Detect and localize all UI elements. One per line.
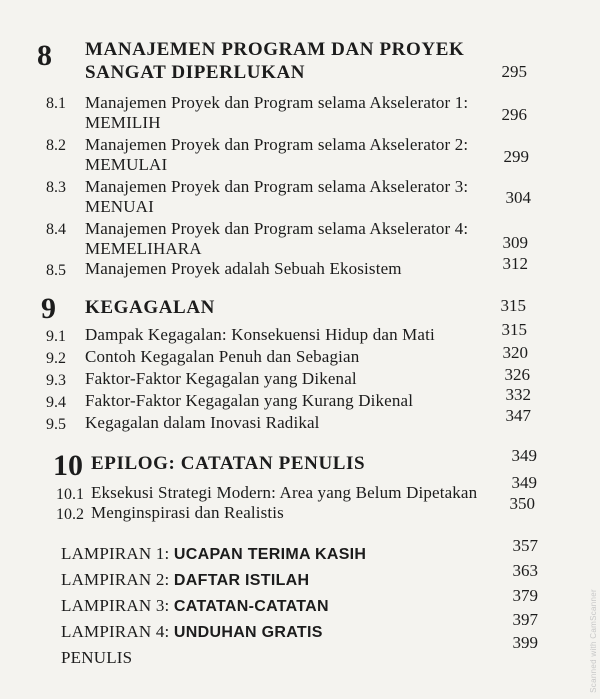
section-page: 304 bbox=[505, 188, 531, 207]
section-title: Kegagalan dalam Inovasi Radikal bbox=[85, 413, 320, 432]
section-page: 349 bbox=[511, 473, 537, 492]
section-page: 320 bbox=[502, 343, 528, 362]
section-title: Manajemen Proyek adalah Sebuah Ekosistem bbox=[85, 259, 402, 278]
appendix-entry bbox=[61, 648, 132, 669]
section-title: Manajemen Proyek dan Program selama Akselerator 3: bbox=[85, 177, 469, 196]
appendix-title: CATATAN-CATATAN bbox=[173, 598, 329, 615]
chapter-number: 9 bbox=[41, 292, 56, 325]
section-title: Faktor-Faktor Kegagalan yang Kurang Dikenal bbox=[85, 391, 414, 410]
section-number: 9.4 bbox=[46, 394, 66, 411]
appendix-page: 363 bbox=[512, 561, 538, 580]
chapter-page: 315 bbox=[500, 296, 526, 315]
appendix-page: 357 bbox=[512, 536, 538, 555]
section-number: 9.2 bbox=[46, 350, 66, 367]
appendix-page: 379 bbox=[512, 586, 538, 605]
appendix-title: UNDUHAN GRATIS bbox=[173, 624, 323, 641]
section-number: 8.5 bbox=[46, 262, 66, 279]
appendix-page: 399 bbox=[512, 633, 538, 652]
section-page: 332 bbox=[505, 385, 531, 404]
section-number: 8.3 bbox=[46, 179, 66, 196]
section-page: 309 bbox=[502, 233, 528, 252]
section-page: 299 bbox=[503, 147, 529, 166]
section-number: 9.1 bbox=[46, 328, 66, 345]
section-title-line2: MEMULAI bbox=[85, 155, 168, 174]
section-page: 315 bbox=[501, 320, 527, 339]
appendix-entry bbox=[61, 544, 366, 565]
section-title: Manajemen Proyek dan Program selama Akselerator 2: bbox=[85, 135, 469, 154]
appendix-entry bbox=[61, 570, 309, 591]
appendix-prefix: LAMPIRAN 2: bbox=[61, 570, 174, 589]
appendix-title: DAFTAR ISTILAH bbox=[173, 572, 310, 589]
section-page: 347 bbox=[505, 406, 531, 425]
appendix-prefix: LAMPIRAN 3: bbox=[61, 596, 174, 615]
section-number: 9.3 bbox=[46, 372, 66, 389]
appendix-title: UCAPAN TERIMA KASIH bbox=[173, 546, 367, 563]
chapter-page: 349 bbox=[511, 446, 537, 465]
section-title: Faktor-Faktor Kegagalan yang Dikenal bbox=[85, 369, 357, 388]
chapter-title: MANAJEMEN PROGRAM DAN PROYEK bbox=[85, 39, 465, 60]
section-title-line2: MENUAI bbox=[85, 197, 154, 216]
chapter-title: EPILOG: CATATAN PENULIS bbox=[91, 453, 366, 474]
section-page: 296 bbox=[501, 105, 527, 124]
section-title-line2: MEMELIHARA bbox=[85, 239, 202, 258]
section-title: Dampak Kegagalan: Konsekuensi Hidup dan Mati bbox=[85, 325, 435, 344]
appendix-prefix: LAMPIRAN 4: bbox=[61, 622, 174, 641]
scanner-watermark: Scanned with CamScanner bbox=[589, 589, 598, 693]
chapter-number: 10 bbox=[53, 449, 83, 482]
section-number: 8.2 bbox=[46, 137, 66, 154]
appendix-prefix: LAMPIRAN 1: bbox=[61, 544, 174, 563]
appendix-entry bbox=[61, 596, 329, 617]
chapter-title: KEGAGALAN bbox=[85, 297, 215, 318]
section-page: 312 bbox=[502, 254, 528, 273]
appendix-page: 397 bbox=[512, 610, 538, 629]
section-title: Eksekusi Strategi Modern: Area yang Belum Dipetakan bbox=[91, 483, 478, 502]
section-number: 8.1 bbox=[46, 95, 66, 112]
section-number: 10.2 bbox=[56, 506, 84, 523]
section-title: Manajemen Proyek dan Program selama Akselerator 1: bbox=[85, 93, 469, 112]
section-title: Menginspirasi dan Realistis bbox=[91, 503, 284, 522]
section-title-line2: MEMILIH bbox=[85, 113, 161, 132]
section-title: Manajemen Proyek dan Program selama Akselerator 4: bbox=[85, 219, 469, 238]
section-number: 8.4 bbox=[46, 221, 66, 238]
chapter-number: 8 bbox=[37, 39, 52, 72]
appendix-prefix: PENULIS bbox=[61, 648, 133, 667]
section-page: 326 bbox=[504, 365, 530, 384]
section-page: 350 bbox=[509, 494, 535, 513]
chapter-title-line2: SANGAT DIPERLUKAN bbox=[85, 62, 306, 83]
chapter-page: 295 bbox=[501, 62, 527, 81]
appendix-entry bbox=[61, 622, 323, 643]
section-title: Contoh Kegagalan Penuh dan Sebagian bbox=[85, 347, 360, 366]
section-number: 9.5 bbox=[46, 416, 66, 433]
section-number: 10.1 bbox=[56, 486, 84, 503]
